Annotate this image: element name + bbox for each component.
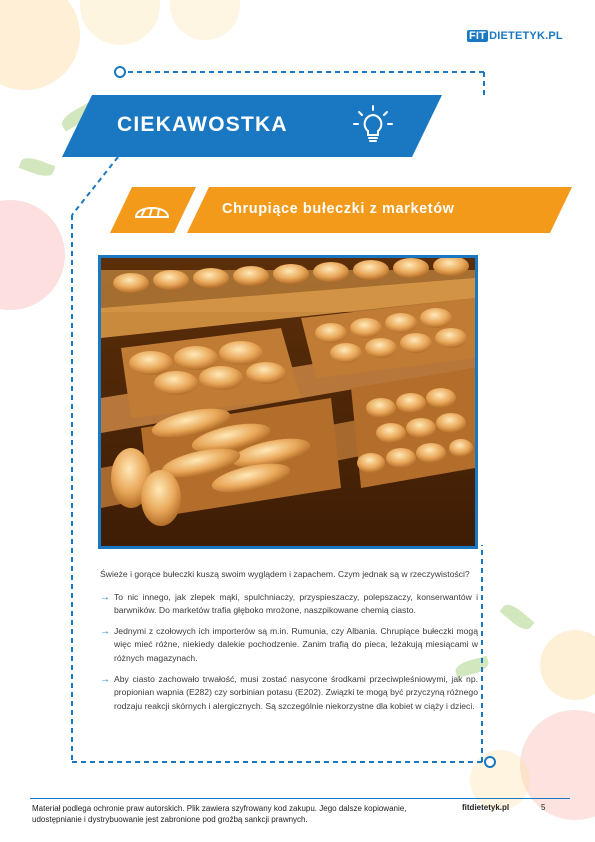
list-item: → To nic innego, jak zlepek mąki, spulchniaczy, przyspieszaczy, polepszaczy, konserwantów i barwników. Do marketów trafia głęboko mrożone, naszpikowane chemią ciasto. <box>100 591 478 616</box>
arrow-right-icon: → <box>100 591 110 603</box>
arrow-right-icon: → <box>100 625 110 637</box>
orange-decoration <box>0 0 80 90</box>
bread-rolls-photo <box>98 255 478 549</box>
orange-decoration <box>540 630 595 700</box>
orange-decoration <box>80 0 160 45</box>
arrow-right-icon: → <box>100 673 110 685</box>
grapefruit-decoration <box>0 200 65 310</box>
copyright-notice: Materiał podlega ochronie praw autorskich. Plik zawiera szyfrowany kod zakupu. Jego dalsze kopiowanie, udostępnianie i dystrybuowanie jest zabronione pod groźbą sankcji prawnych. <box>32 804 407 824</box>
list-item: → Jednymi z czołowych ich importerów są m.in. Rumunia, czy Albania. Chrupiące bułeczki mogą więc mieć różne, niekiedy dalekie pochodzenie. Zanim trafią do pieca, leżakują miesiącami w różnych magazynach. <box>100 625 478 663</box>
article-content <box>100 568 478 720</box>
footer-site: fitdietetyk.pl <box>462 803 510 812</box>
leaf-decoration <box>499 601 534 634</box>
page-number: 5 <box>541 803 546 812</box>
page-footer <box>0 798 595 842</box>
orange-decoration <box>170 0 240 40</box>
subtitle-text: Chrupiące bułeczki z marketów <box>222 201 455 217</box>
ciekawostka-banner <box>62 95 442 157</box>
brand-logo: FIT DIETETYK.PL <box>469 30 563 42</box>
list-item: → Aby ciasto zachowało trwałość, musi zostać nasycone środkami przeciwpleśniowymi, jak np. propionian wapnia (E282) czy sorbinian potasu (E202). Związki te mogą być przyczyną różnego rodzaju reakcji skórnych i alergicznych. Są szczególnie niekorzystne dla kobiet w ciąży i dzieci. <box>100 673 478 711</box>
intro-text: Świeże i gorące bułeczki kuszą swoim wyglądem i zapachem. Czym jednak są w rzeczywistości? <box>100 569 470 579</box>
subtitle-banner <box>110 187 572 233</box>
footer-divider <box>30 798 570 799</box>
lightbulb-icon <box>350 103 396 149</box>
leaf-decoration <box>19 155 56 180</box>
banner-title: CIEKAWOSTKA <box>117 113 288 136</box>
bread-icon <box>132 197 172 223</box>
